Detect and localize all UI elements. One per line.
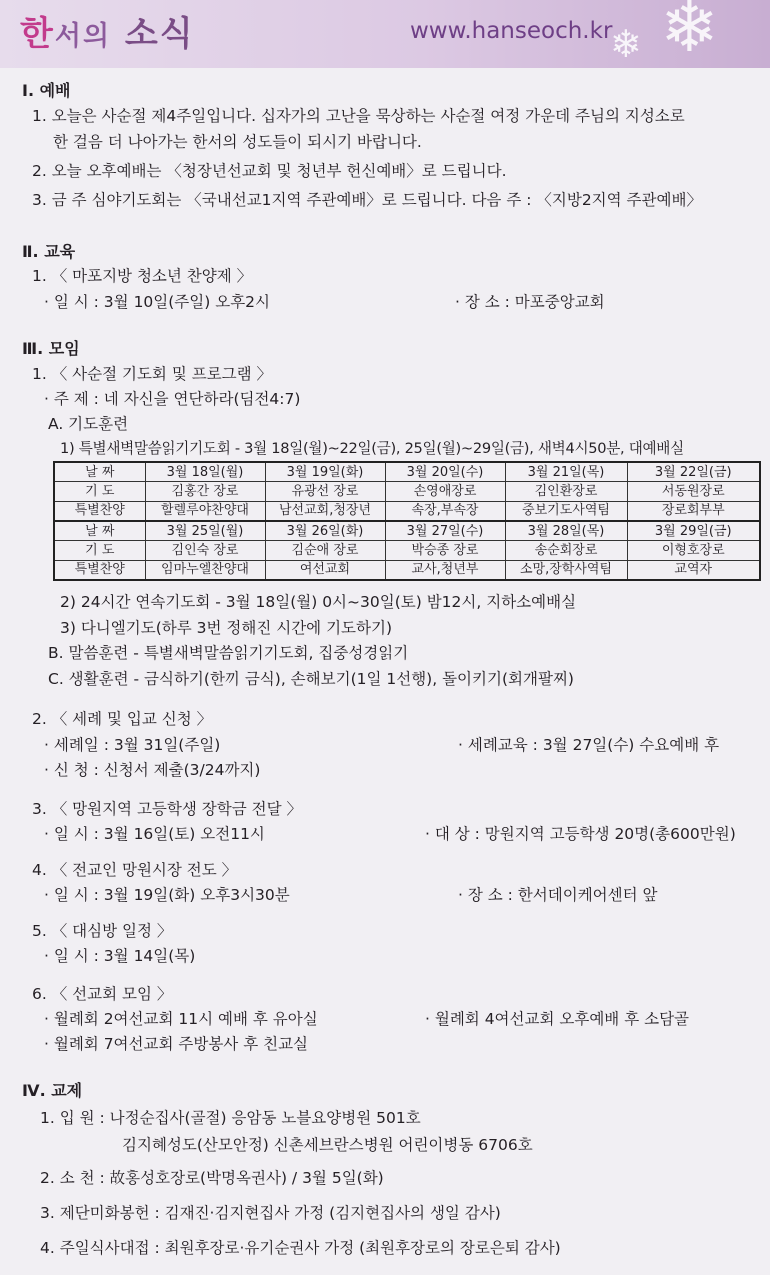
table-cell: 송순회장로 [505,541,627,560]
meeting-item-1: 1. 〈 사순절 기도회 및 프로그램 〉 [32,365,273,383]
fellowship-passing: 2. 소 천 : 故홍성호장로(박명옥권사) / 3월 5일(화) [40,1169,384,1187]
meeting-item-5: 5. 〈 대심방 일정 〉 [32,922,173,940]
meeting-theme: · 주 제 : 네 자신을 연단하라(딤전4:7) [44,390,301,408]
table-cell: 서동원장로 [627,482,760,501]
training-a2: 2) 24시간 연속기도회 - 3월 18일(월) 0시~30일(토) 밤12시, 지하소예배실 [60,593,577,611]
training-c: C. 생활훈련 - 금식하기(한끼 금식), 손해보기(1일 1선행), 돌이키기(회개팔찌) [48,670,574,688]
logo-part-2: 서의 [54,21,112,52]
table-cell: 3월 27일(수) [385,521,505,541]
scholarship-date: · 일 시 : 3월 16일(토) 오전11시 [44,825,265,843]
table-cell: 임마누엘찬양대 [145,560,265,580]
schedule-row-date-week2 [54,521,760,541]
schedule-row-date-week1 [54,462,760,482]
table-cell: 이형호장로 [627,541,760,560]
schedule-row-praise-week1 [54,501,760,521]
training-a3: 3) 다니엘기도(하루 3번 정해진 시간에 기도하기) [60,619,393,637]
meeting-item-3: 3. 〈 망원지역 고등학생 장학금 전달 〉 [32,800,303,818]
table-cell: 3월 28일(목) [505,521,627,541]
table-cell: 3월 19일(화) [265,462,385,482]
table-cell: 3월 29일(금) [627,521,760,541]
education-place: · 장 소 : 마포중앙교회 [455,293,605,311]
table-cell: 날 짜 [54,462,145,482]
table-cell: 기 도 [54,482,145,501]
table-cell: 3월 26일(화) [265,521,385,541]
meeting-item-2: 2. 〈 세례 및 입교 신청 〉 [32,710,213,728]
table-cell: 교역자 [627,560,760,580]
table-cell: 3월 21일(목) [505,462,627,482]
table-cell: 남선교회,청장년 [265,501,385,521]
website-link[interactable]: www.hanseoch.kr [410,18,613,44]
baptism-date: · 세례일 : 3월 31일(주일) [44,736,221,754]
table-cell: 3월 22일(금) [627,462,760,482]
table-cell: 기 도 [54,541,145,560]
education-date: · 일 시 : 3월 10일(주일) 오후2시 [44,293,271,311]
table-cell: 할렐루야찬양대 [145,501,265,521]
meeting-item-4: 4. 〈 전교인 망원시장 전도 〉 [32,861,238,879]
schedule-row-prayer-week2 [54,541,760,560]
education-item-1: 1. 〈 마포지방 청소년 찬양제 〉 [32,267,253,285]
worship-item-3: 3. 금 주 심야기도회는 〈국내선교1지역 주관예배〉로 드립니다. 다음 주 : 〈지방2지역 주관예배〉 [32,191,702,209]
schedule-row-prayer-week1 [54,482,760,501]
worship-item-1: 1. 오늘은 사순절 제4주일입니다. 십자가의 고난을 묵상하는 사순절 여정 가운데 주님의 지성소로 [32,107,685,125]
training-b: B. 말씀훈련 - 특별새벽말씀읽기기도회, 집중성경읽기 [48,644,409,662]
table-cell: 3월 20일(수) [385,462,505,482]
snowflake-icon: ❄ [660,0,719,68]
prayer-schedule-table [53,461,761,581]
section-title-worship: Ⅰ. 예배 [22,81,71,100]
visitation-date: · 일 시 : 3월 14일(목) [44,947,196,965]
table-cell: 날 짜 [54,521,145,541]
table-cell: 장로회부부 [627,501,760,521]
schedule-row-praise-week2 [54,560,760,580]
table-cell: 손영애장로 [385,482,505,501]
fellowship-altar-flowers: 3. 제단미화봉헌 : 김재진·김지현집사 가정 (김지현집사의 생일 감사) [40,1204,501,1222]
table-cell: 김순애 장로 [265,541,385,560]
evangelism-place: · 장 소 : 한서데이케어센터 앞 [458,886,658,904]
worship-item-2: 2. 오늘 오후예배는 〈청장년선교회 및 청년부 헌신예배〉로 드립니다. [32,162,507,180]
section-title-meeting: Ⅲ. 모임 [22,339,80,358]
table-cell: 김홍간 장로 [145,482,265,501]
worship-item-1-cont: 한 걸음 더 나아가는 한서의 성도들이 되시기 바랍니다. [53,133,422,151]
snowflake-icon: ❄ [610,22,642,66]
section-title-education: Ⅱ. 교육 [22,242,76,261]
table-cell: 김인환장로 [505,482,627,501]
mission-meeting-c: · 월례회 7여선교회 주방봉사 후 친교실 [44,1035,309,1053]
mission-meeting-b: · 월례회 4여선교회 오후예배 후 소담골 [425,1010,690,1028]
header-banner [0,0,770,68]
section-title-fellowship: Ⅳ. 교제 [22,1081,83,1100]
table-cell: 유광선 장로 [265,482,385,501]
training-a: A. 기도훈련 [48,415,129,433]
scholarship-target: · 대 상 : 망원지역 고등학생 20명(총600만원) [425,825,736,843]
meeting-item-6: 6. 〈 선교회 모임 〉 [32,985,173,1003]
fellowship-hospital-1: 1. 입 원 : 나정순집사(골절) 응암동 노블요양병원 501호 [40,1109,421,1127]
table-cell: 중보기도사역팀 [505,501,627,521]
table-cell: 속장,부속장 [385,501,505,521]
table-cell: 특별찬양 [54,560,145,580]
table-cell: 특별찬양 [54,501,145,521]
newsletter-logo [20,6,195,55]
training-a1: 1) 특별새벽말씀읽기기도회 - 3월 18일(월)~22일(금), 25일(월)~29일(금), 새벽4시50분, 대예배실 [60,440,684,457]
table-cell: 3월 25일(월) [145,521,265,541]
logo-part-1: 한 [20,14,55,54]
table-cell: 박승종 장로 [385,541,505,560]
table-cell: 김인숙 장로 [145,541,265,560]
table-cell: 소망,장학사역팀 [505,560,627,580]
fellowship-hospital-2: 김지혜성도(산모안정) 신촌세브란스병원 어린이병동 6706호 [122,1136,533,1154]
mission-meeting-a: · 월례회 2여선교회 11시 예배 후 유아실 [44,1010,318,1028]
logo-part-3: 소식 [124,14,195,54]
fellowship-meal: 4. 주일식사대접 : 최원후장로·유기순권사 가정 (최원후장로의 장로은퇴 감사) [40,1239,561,1257]
baptism-apply: · 신 청 : 신청서 제출(3/24까지) [44,761,261,779]
table-cell: 교사,청년부 [385,560,505,580]
table-cell: 3월 18일(월) [145,462,265,482]
evangelism-date: · 일 시 : 3월 19일(화) 오후3시30분 [44,886,290,904]
table-cell: 여선교회 [265,560,385,580]
baptism-education: · 세례교육 : 3월 27일(수) 수요예배 후 [458,736,720,754]
